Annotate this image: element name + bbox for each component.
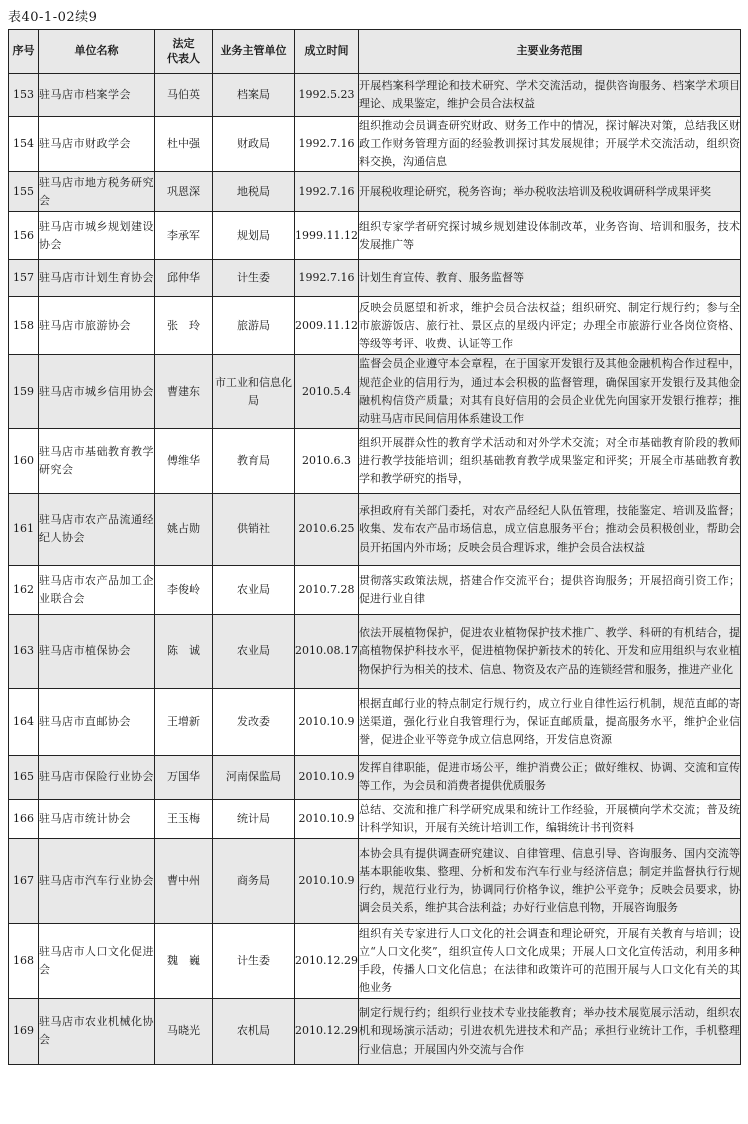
business-scope: 根据直邮行业的特点制定行规行约，成立行业自律性运行机制，规范直邮的寄送渠道，强化行业自我管理行为，保证直邮质量，提高服务水平，维护企业信誉，促进企业平等竞争成立信息网络，开发信息资源 xyxy=(359,688,741,755)
founding-date: 1992.7.16 xyxy=(295,260,359,297)
header-scope: 主要业务范围 xyxy=(359,30,741,74)
header-no: 序号 xyxy=(9,30,39,74)
table-body xyxy=(9,74,741,1065)
row-number: 156 xyxy=(9,212,39,260)
table-caption: 表40-1-02续9 xyxy=(8,10,98,25)
table-row xyxy=(9,355,741,429)
legal-representative: 马晓光 xyxy=(155,998,213,1064)
business-scope: 计划生育宣传、教育、服务监督等 xyxy=(359,260,741,297)
row-number: 154 xyxy=(9,117,39,172)
legal-representative: 魏 巍 xyxy=(155,923,213,998)
founding-date: 2010.10.9 xyxy=(295,755,359,799)
legal-representative: 傅维华 xyxy=(155,428,213,493)
table-row xyxy=(9,565,741,614)
legal-representative: 王增新 xyxy=(155,688,213,755)
row-number: 163 xyxy=(9,614,39,688)
table-row xyxy=(9,260,741,297)
row-number: 165 xyxy=(9,755,39,799)
table-row xyxy=(9,74,741,117)
org-name: 驻马店市农业机械化协会 xyxy=(39,998,155,1064)
business-scope: 组织推动会员调查研究财政、财务工作中的情况，探讨解决对策，总结我区财政工作财务管理方面的经验教训探讨其发展规律；开展学术交流活动，组织资料交换，沟通信息 xyxy=(359,117,741,172)
supervising-department: 旅游局 xyxy=(213,297,295,355)
founding-date: 1992.5.23 xyxy=(295,74,359,117)
founding-date: 2010.6.3 xyxy=(295,428,359,493)
founding-date: 2010.6.25 xyxy=(295,493,359,565)
founding-date: 2010.10.9 xyxy=(295,838,359,923)
founding-date: 2010.10.9 xyxy=(295,799,359,838)
founding-date: 1992.7.16 xyxy=(295,172,359,212)
legal-representative: 李承军 xyxy=(155,212,213,260)
row-number: 166 xyxy=(9,799,39,838)
row-number: 157 xyxy=(9,260,39,297)
founding-date: 2010.7.28 xyxy=(295,565,359,614)
legal-representative: 李俊岭 xyxy=(155,565,213,614)
supervising-department: 农机局 xyxy=(213,998,295,1064)
table-row xyxy=(9,172,741,212)
legal-representative: 马伯英 xyxy=(155,74,213,117)
supervising-department: 河南保监局 xyxy=(213,755,295,799)
legal-representative: 陈 诚 xyxy=(155,614,213,688)
table-row xyxy=(9,117,741,172)
supervising-department: 商务局 xyxy=(213,838,295,923)
org-name: 驻马店市农产品加工企业联合会 xyxy=(39,565,155,614)
business-scope: 组织专家学者研究探讨城乡规划建设体制改革，业务咨询、培训和服务，技术发展推广等 xyxy=(359,212,741,260)
header-dept: 业务主管单位 xyxy=(213,30,295,74)
row-number: 169 xyxy=(9,998,39,1064)
table-row xyxy=(9,297,741,355)
founding-date: 2010.12.29 xyxy=(295,923,359,998)
business-scope: 依法开展植物保护，促进农业植物保护技术推广、教学、科研的有机结合，提高植物保护科技水平，促进植物保护新技术的转化、开发和应用组织与农业植物保护行为相关的技术、信息、物资及农产品的连锁经营和服务，推进产业化 xyxy=(359,614,741,688)
supervising-department: 档案局 xyxy=(213,74,295,117)
org-name: 驻马店市保险行业协会 xyxy=(39,755,155,799)
table-row xyxy=(9,799,741,838)
org-name: 驻马店市档案学会 xyxy=(39,74,155,117)
legal-representative: 姚占勋 xyxy=(155,493,213,565)
founding-date: 1999.11.12 xyxy=(295,212,359,260)
supervising-department: 市工业和信息化局 xyxy=(213,355,295,429)
org-name: 驻马店市直邮协会 xyxy=(39,688,155,755)
founding-date: 2010.10.9 xyxy=(295,688,359,755)
org-name: 驻马店市农产品流通经纪人协会 xyxy=(39,493,155,565)
supervising-department: 规划局 xyxy=(213,212,295,260)
supervising-department: 供销社 xyxy=(213,493,295,565)
legal-representative: 王玉梅 xyxy=(155,799,213,838)
business-scope: 组织开展群众性的教育学术活动和对外学术交流；对全市基础教育阶段的教师进行教学技能培训；组织基础教育教学成果鉴定和评奖；开展全市基础教育教学和教学研究的指导， xyxy=(359,428,741,493)
table-row xyxy=(9,428,741,493)
organizations-table xyxy=(8,29,741,1065)
table-row xyxy=(9,493,741,565)
row-number: 155 xyxy=(9,172,39,212)
table-row xyxy=(9,998,741,1064)
row-number: 168 xyxy=(9,923,39,998)
supervising-department: 地税局 xyxy=(213,172,295,212)
row-number: 160 xyxy=(9,428,39,493)
founding-date: 2010.12.29 xyxy=(295,998,359,1064)
legal-representative: 杜中强 xyxy=(155,117,213,172)
org-name: 驻马店市汽车行业协会 xyxy=(39,838,155,923)
legal-representative: 曹建东 xyxy=(155,355,213,429)
business-scope: 制定行规行约；组织行业技术专业技能教育；举办技术展览展示活动，组织农机和现场演示活动；引进农机先进技术和产品；承担行业统计工作，手机整理行业信息；开展国内外交流与合作 xyxy=(359,998,741,1064)
table-row xyxy=(9,923,741,998)
business-scope: 开展税收理论研究，税务咨询；举办税收法培训及税收调研科学成果评奖 xyxy=(359,172,741,212)
founding-date: 1992.7.16 xyxy=(295,117,359,172)
founding-date: 2010.08.17 xyxy=(295,614,359,688)
founding-date: 2009.11.12 xyxy=(295,297,359,355)
row-number: 164 xyxy=(9,688,39,755)
supervising-department: 农业局 xyxy=(213,565,295,614)
header-name: 单位名称 xyxy=(39,30,155,74)
legal-representative: 巩恩深 xyxy=(155,172,213,212)
legal-representative: 万国华 xyxy=(155,755,213,799)
org-name: 驻马店市地方税务研究会 xyxy=(39,172,155,212)
business-scope: 组织有关专家进行人口文化的社会调查和理论研究，开展有关教育与培训；设立“人口文化奖”，组织宣传人口文化成果；开展人口文化宣传活动，利用多种手段，传播人口文化信息；在法律和政策许可的范围开展与人口文化有关的其他业务 xyxy=(359,923,741,998)
row-number: 162 xyxy=(9,565,39,614)
org-name: 驻马店市城乡规划建设协会 xyxy=(39,212,155,260)
org-name: 驻马店市植保协会 xyxy=(39,614,155,688)
row-number: 159 xyxy=(9,355,39,429)
table-row xyxy=(9,614,741,688)
business-scope: 监督会员企业遵守本会章程，在于国家开发银行及其他金融机构合作过程中，规范企业的信用行为，通过本会积极的监督管理，确保国家开发银行及其他金融机构信贷产质量；对其有良好信用的会员企业优先向国家开发银行推荐；推动驻马店市民间信用体系建设工作 xyxy=(359,355,741,429)
org-name: 驻马店市城乡信用协会 xyxy=(39,355,155,429)
supervising-department: 计生委 xyxy=(213,260,295,297)
org-name: 驻马店市人口文化促进会 xyxy=(39,923,155,998)
supervising-department: 发改委 xyxy=(213,688,295,755)
header-rep: 法定 代表人 xyxy=(155,30,213,74)
table-row xyxy=(9,212,741,260)
founding-date: 2010.5.4 xyxy=(295,355,359,429)
header-date: 成立时间 xyxy=(295,30,359,74)
supervising-department: 农业局 xyxy=(213,614,295,688)
org-name: 驻马店市计划生育协会 xyxy=(39,260,155,297)
business-scope: 反映会员愿望和祈求，维护会员合法权益；组织研究、制定行规行约；参与全市旅游饭店、旅行社、景区点的星级内评定；办理全市旅游行业各岗位资格、等级等考评、收费、认证等工作 xyxy=(359,297,741,355)
legal-representative: 曹中州 xyxy=(155,838,213,923)
table-row xyxy=(9,838,741,923)
row-number: 161 xyxy=(9,493,39,565)
header-row xyxy=(9,30,741,74)
org-name: 驻马店市财政学会 xyxy=(39,117,155,172)
org-name: 驻马店市统计协会 xyxy=(39,799,155,838)
legal-representative: 张 玲 xyxy=(155,297,213,355)
business-scope: 发挥自律职能，促进市场公平，维护消费公正；做好维权、协调、交流和宣传等工作，为会员和消费者提供优质服务 xyxy=(359,755,741,799)
org-name: 驻马店市基础教育教学研究会 xyxy=(39,428,155,493)
business-scope: 承担政府有关部门委托，对农产品经纪人队伍管理，技能鉴定、培训及监督；收集、发布农产品市场信息，成立信息服务平台；推动会员积极创业，帮助会员开拓国内外市场；反映会员合理诉求，维护会员合法权益 xyxy=(359,493,741,565)
org-name: 驻马店市旅游协会 xyxy=(39,297,155,355)
supervising-department: 计生委 xyxy=(213,923,295,998)
table-row xyxy=(9,688,741,755)
supervising-department: 财政局 xyxy=(213,117,295,172)
table-row xyxy=(9,755,741,799)
row-number: 158 xyxy=(9,297,39,355)
legal-representative: 邱仲华 xyxy=(155,260,213,297)
row-number: 153 xyxy=(9,74,39,117)
row-number: 167 xyxy=(9,838,39,923)
business-scope: 开展档案科学理论和技术研究、学术交流活动，提供咨询服务、档案学术项目理论、成果鉴定，维护会员合法权益 xyxy=(359,74,741,117)
business-scope: 贯彻落实政策法规，搭建合作交流平台；提供咨询服务；开展招商引资工作；促进行业自律 xyxy=(359,565,741,614)
business-scope: 本协会具有提供调查研究建议、自律管理、信息引导、咨询服务、国内交流等基本职能收集、整理、分析和发布汽车行业与经济信息；制定并监督执行行规行约，规范行业行为，协调同行价格争议，维护公平竞争；反映会员要求，协调会员关系，维护其合法利益；办好行业信息刊物，开展咨询服务 xyxy=(359,838,741,923)
supervising-department: 统计局 xyxy=(213,799,295,838)
business-scope: 总结、交流和推广科学研究成果和统计工作经验，开展横向学术交流；普及统计科学知识，开展有关统计培训工作，编辑统计书刊资料 xyxy=(359,799,741,838)
supervising-department: 教育局 xyxy=(213,428,295,493)
